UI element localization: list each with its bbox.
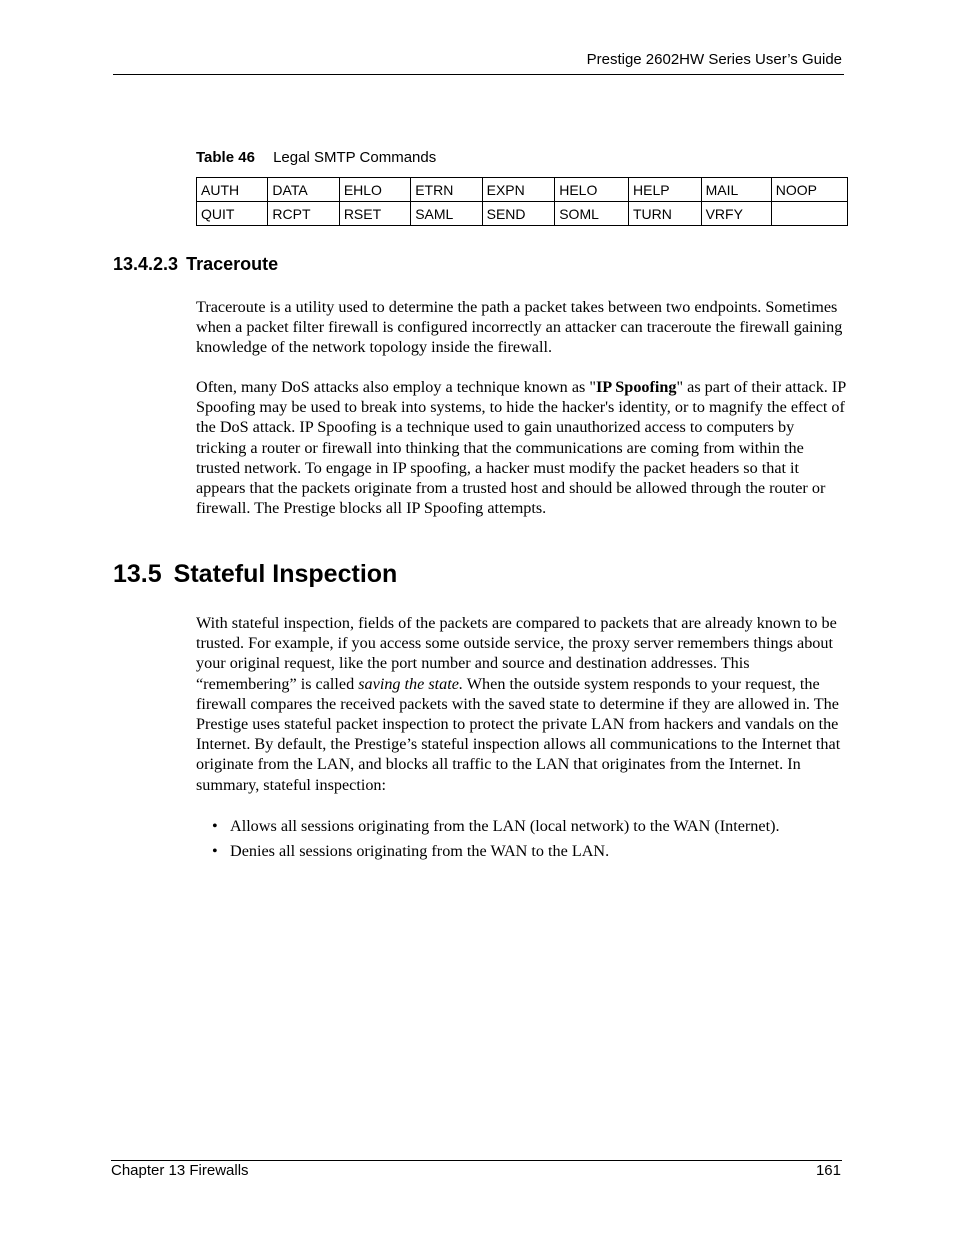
bullet-icon: • [212, 817, 218, 835]
table-cell: HELO [555, 178, 629, 202]
table-cell: QUIT [197, 202, 268, 226]
saving-the-state-term: saving the state. [358, 674, 464, 693]
subsection-title: Traceroute [186, 254, 279, 274]
footer-divider [111, 1160, 842, 1161]
traceroute-paragraph: Traceroute is a utility used to determine the path a packet takes between two endpoints. Sometimes when a packet filter firewall is configured incorrectly an attacker can traceroute the firewall gaining knowledge of the network topology inside the firewall. [196, 298, 843, 357]
section-heading [113, 560, 397, 589]
table-cell: SOML [555, 202, 629, 226]
paragraph-text: With stateful inspection, fields of the packets are compared to packets that are already known to be trusted. For example, if you access some outside service, the proxy server remembers things about your original request, like the port number and source and destination addresses. This “remembering” is called [196, 614, 837, 693]
table-cell: RSET [339, 202, 410, 226]
subsection-heading [113, 254, 278, 275]
header-divider [113, 74, 844, 75]
table-cell: ETRN [411, 178, 482, 202]
paragraph-text: Often, many DoS attacks also employ a technique known as " [196, 378, 596, 396]
list-item [196, 816, 846, 836]
table-cell: SAML [411, 202, 482, 226]
page-header-title: Prestige 2602HW Series User’s Guide [586, 51, 842, 68]
table-cell: EXPN [482, 178, 555, 202]
table-cell [771, 202, 847, 226]
table-caption-label: Table 46 [196, 149, 255, 166]
table-cell: RCPT [268, 202, 339, 226]
table-cell: TURN [629, 202, 702, 226]
table-cell: VRFY [701, 202, 771, 226]
smtp-commands-table [196, 177, 848, 226]
stateful-inspection-paragraph [196, 613, 846, 795]
list-item-text: Allows all sessions originating from the LAN (local network) to the WAN (Internet). [230, 817, 780, 835]
stateful-inspection-list [196, 816, 846, 866]
table-cell: AUTH [197, 178, 268, 202]
table-cell: NOOP [771, 178, 847, 202]
paragraph-text: When the outside system responds to your request, the firewall compares the received packets with the saved state to determine if they are allowed in. The Prestige uses stateful packet inspection to protect the private LAN from hackers and vandals on the Internet. By default, the Prestige’s stateful inspection allows all communications to the Internet that originate from the LAN, and blocks all traffic to the LAN that originates from the Internet. In summary, stateful inspection: [196, 674, 841, 794]
table-row [197, 178, 848, 202]
section-number: 13.5 [113, 560, 162, 588]
ip-spoofing-paragraph [196, 377, 846, 518]
table-cell: SEND [482, 202, 555, 226]
list-item [196, 841, 846, 861]
list-item-text: Denies all sessions originating from the WAN to the LAN. [230, 842, 610, 860]
table-caption-text: Legal SMTP Commands [273, 149, 437, 166]
table-row [197, 202, 848, 226]
section-title: Stateful Inspection [173, 560, 398, 588]
table-cell: EHLO [339, 178, 410, 202]
subsection-number: 13.4.2.3 [113, 254, 179, 274]
table-cell: HELP [629, 178, 702, 202]
bullet-icon: • [212, 842, 218, 860]
table-cell: DATA [268, 178, 339, 202]
table-caption [196, 149, 436, 166]
footer-page-number: 161 [815, 1162, 841, 1179]
paragraph-text: " as part of their attack. IP Spoofing may be used to break into systems, to hide the hacker's identity, or to magnify the effect of the DoS attack. IP Spoofing is a technique used to gain unauthorized access to computers by tricking a router or firewall into thinking that the communications are coming from within the trusted network. To engage in IP spoofing, a hacker must modify the packet headers so that it appears that the packets originate from a trusted host and should be allowed through the router or firewall. The Prestige blocks all IP Spoofing attempts. [196, 378, 846, 518]
table-cell: MAIL [701, 178, 771, 202]
ip-spoofing-term: IP Spoofing [595, 378, 677, 396]
footer-chapter: Chapter 13 Firewalls [111, 1162, 249, 1179]
